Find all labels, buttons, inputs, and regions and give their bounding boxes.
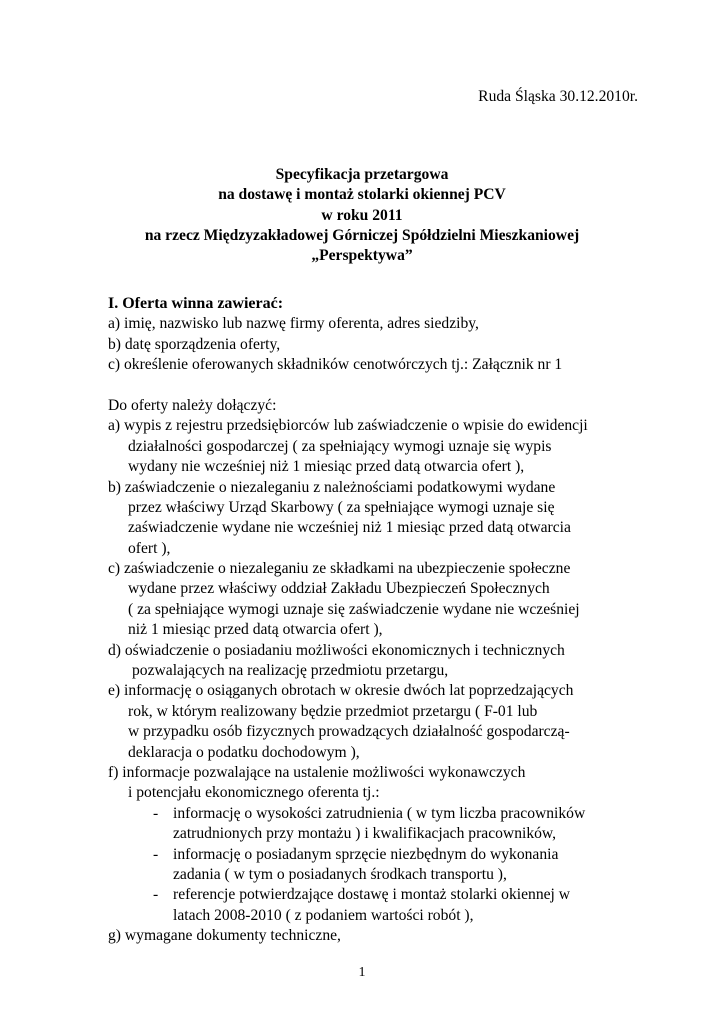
title-line: „Perspektywa” xyxy=(311,247,413,265)
list-item: b) zaświadczenie o niezaleganiu z należnościami podatkowymi wydane xyxy=(108,478,556,496)
list-item: d) oświadczenie o posiadaniu możliwości ekonomicznych i technicznych xyxy=(108,641,565,659)
list-item-continuation: zaświadczenie wydane nie wcześniej niż 1 miesiąc przed datą otwarcia xyxy=(128,519,571,537)
list-item: b) datę sporządzenia oferty, xyxy=(108,335,281,353)
list-item-continuation: ofert ), xyxy=(128,539,171,557)
list-item-continuation: wydany nie wcześniej niż 1 miesiąc przed datą otwarcia ofert ), xyxy=(128,458,525,476)
section-intro: Do oferty należy dołączyć: xyxy=(108,396,277,414)
sub-list-item-continuation: zadania ( w tym o posiadanych środkach transportu ), xyxy=(173,865,507,883)
list-item: c) określenie oferowanych składników cenotwórczych tj.: Załącznik nr 1 xyxy=(108,356,563,374)
list-item-continuation: pozwalających na realizację przedmiotu przetargu, xyxy=(132,662,449,680)
title-line: w roku 2011 xyxy=(321,206,403,224)
sub-list-item xyxy=(108,804,668,824)
list-item-continuation: wydane przez właściwy oddział Zakładu Ubezpieczeń Społecznych xyxy=(128,580,550,598)
list-item-continuation: rok, w którym realizowany będzie przedmiot przetargu ( F-01 lub xyxy=(128,702,538,720)
list-item-continuation: przez właściwy Urząd Skarbowy ( za spełniające wymogi uznaje się xyxy=(128,498,555,516)
list-item-continuation: i potencjału ekonomicznego oferenta tj.: xyxy=(128,784,380,802)
title-line: Specyfikacja przetargowa xyxy=(275,166,449,183)
list-item: f) informacje pozwalające na ustalenie możliwości wykonawczych xyxy=(108,763,526,781)
list-item: c) zaświadczenie o niezaleganiu ze składkami na ubezpieczenie społeczne xyxy=(108,560,571,578)
section-heading: I. Oferta winna zawierać: xyxy=(108,295,284,312)
list-item: g) wymagane dokumenty techniczne, xyxy=(108,927,341,945)
sub-list-item-continuation: latach 2008-2010 ( z podaniem wartości robót ), xyxy=(173,906,474,924)
title-line: na dostawę i montaż stolarki okiennej PCV xyxy=(218,186,506,204)
sub-list-item-continuation: zatrudnionych przy montażu ) i kwalifikacjach pracowników, xyxy=(173,825,557,843)
list-item-continuation: działalności gospodarczej ( za spełniający wymogi uznaje się wypis xyxy=(128,437,552,455)
sub-list-item-text: informację o posiadanym sprzęcie niezbędnym do wykonania xyxy=(173,845,559,863)
sub-list-item-text: informację o wysokości zatrudnienia ( w tym liczba pracowników xyxy=(173,804,586,822)
title-line: na rzecz Międzyzakładowej Górniczej Spółdzielni Mieszkaniowej xyxy=(144,226,580,244)
dash-bullet: - xyxy=(153,886,159,904)
list-item-continuation: ( za spełniające wymogi uznaje się zaświadczenie wydane nie wcześniej xyxy=(128,600,580,618)
page-number: 1 xyxy=(358,965,366,980)
list-item-continuation: deklaracja o podatku dochodowym ), xyxy=(128,743,360,761)
list-item-continuation: niż 1 miesiąc przed datą otwarcia ofert ), xyxy=(128,621,383,639)
paragraph-gap xyxy=(108,376,668,396)
document-title xyxy=(60,165,664,266)
list-item: a) imię, nazwisko lub nazwę firmy oferenta, adres siedziby, xyxy=(108,315,479,333)
place-and-date: Ruda Śląska 30.12.2010r. xyxy=(478,88,638,105)
sub-list-item xyxy=(108,845,668,865)
dash-bullet: - xyxy=(153,845,159,863)
dash-bullet: - xyxy=(153,804,159,822)
sub-list-item-text: referencje potwierdzające dostawę i montaż stolarki okiennej w xyxy=(173,886,571,904)
sub-list-item xyxy=(108,885,668,905)
list-item: e) informację o osiąganych obrotach w okresie dwóch lat poprzedzających xyxy=(108,682,574,700)
list-item: a) wypis z rejestru przedsiębiorców lub zaświadczenie o wpisie do ewidencji xyxy=(108,417,588,435)
document-body xyxy=(108,294,668,947)
list-item-continuation: w przypadku osób fizycznych prowadzących działalność gospodarczą- xyxy=(128,723,570,741)
